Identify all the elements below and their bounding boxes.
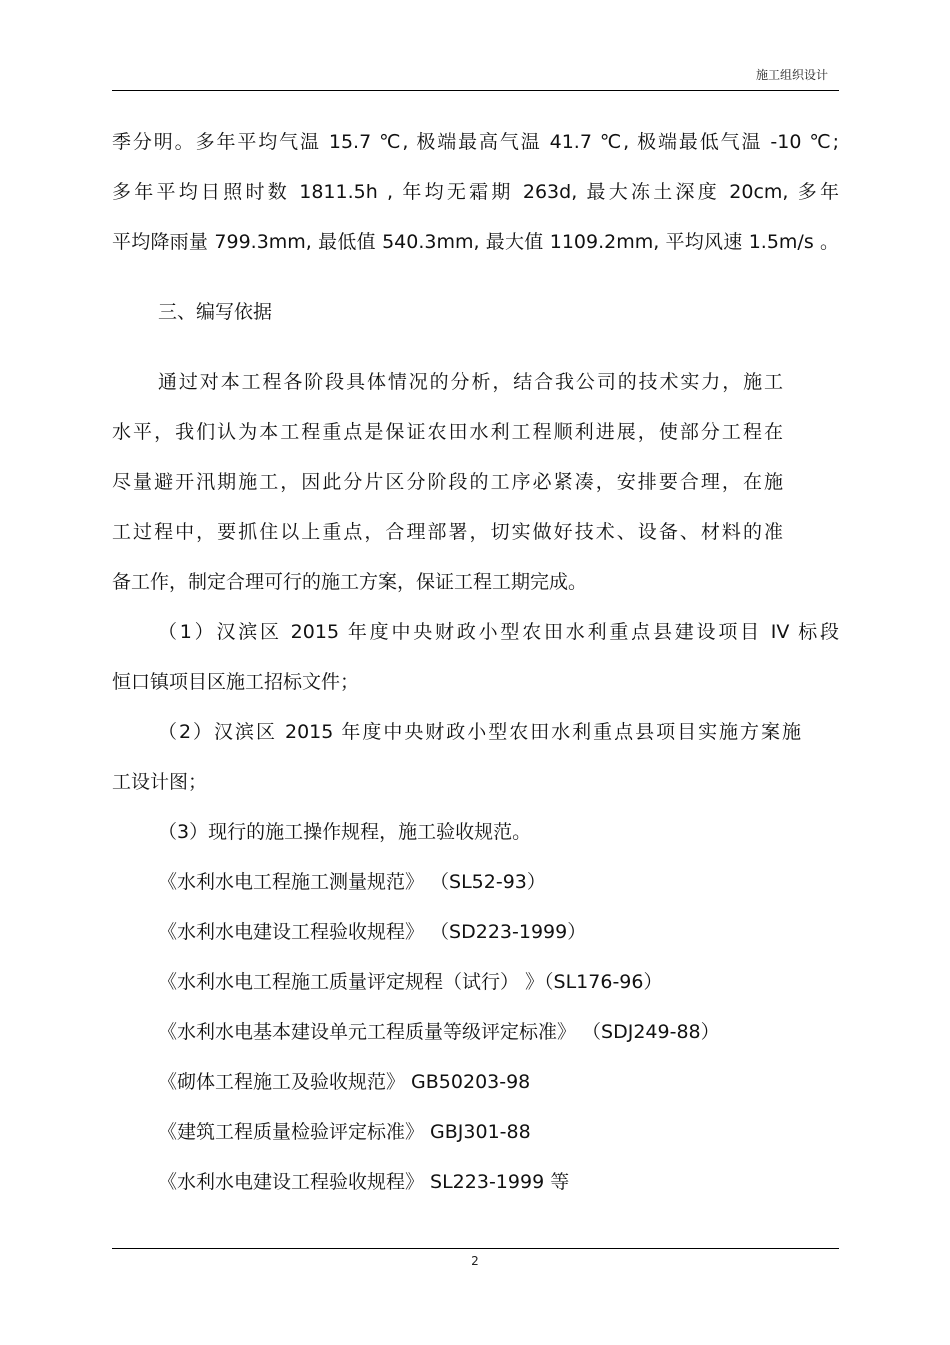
standard-item: 《水利水电工程施工测量规范》 （SL52-93） (158, 871, 546, 893)
intro-line-5: 备工作，制定合理可行的施工方案，保证工程工期完成。 (112, 571, 588, 593)
item-1-line-2: 恒口镇项目区施工招标文件； (112, 671, 360, 693)
intro-line-3: 尽量避开汛期施工，因此分片区分阶段的工序必紧凑，安排要合理，在施 (112, 471, 783, 493)
footer-rule (112, 1248, 839, 1249)
running-header: 施工组织设计 (755, 68, 828, 82)
climate-line-3: 平均降雨量 799.3mm, 最低值 540.3mm, 最大值 1109.2mm, 平均风速 1.5m/s 。 (112, 231, 839, 253)
item-2-line-2: 工设计图； (112, 771, 208, 793)
climate-line-2: 多年平均日照时数 1811.5h , 年均无霜期 263d, 最大冻土深度 20cm, 多年 (112, 181, 839, 203)
intro-line-2: 水平，我们认为本工程重点是保证农田水利工程顺利进展，使部分工程在 (112, 421, 783, 443)
standard-item: 《水利水电工程施工质量评定规程（试行） 》（SL176-96） (158, 971, 663, 993)
standard-item: 《水利水电建设工程验收规程》 （SD223-1999） (158, 921, 587, 943)
item-3: （3）现行的施工操作规程，施工验收规范。 (158, 821, 532, 843)
page-number: 2 (471, 1254, 479, 1268)
climate-line-1: 季分明。多年平均气温 15.7 ℃, 极端最高气温 41.7 ℃, 极端最低气温 -10 ℃; (112, 131, 839, 153)
header-rule (112, 90, 839, 91)
intro-line-4: 工过程中，要抓住以上重点，合理部署，切实做好技术、设备、材料的准 (112, 521, 783, 543)
intro-line-1: 通过对本工程各阶段具体情况的分析，结合我公司的技术实力，施工 (158, 371, 783, 393)
section-heading: 三、编写依据 (158, 301, 273, 323)
standard-item: 《砌体工程施工及验收规范》 GB50203-98 (158, 1071, 531, 1093)
standard-item: 《建筑工程质量检验评定标准》 GBJ301-88 (158, 1121, 531, 1143)
standard-item: 《水利水电建设工程验收规程》 SL223-1999 等 (158, 1171, 570, 1193)
item-2-line-1: （2）汉滨区 2015 年度中央财政小型农田水利重点县项目实施方案施 (158, 721, 801, 743)
item-1-line-1: （1）汉滨区 2015 年度中央财政小型农田水利重点县建设项目 IV 标段 (158, 621, 839, 643)
standard-item: 《水利水电基本建设单元工程质量等级评定标准》 （SDJ249-88） (158, 1021, 720, 1043)
